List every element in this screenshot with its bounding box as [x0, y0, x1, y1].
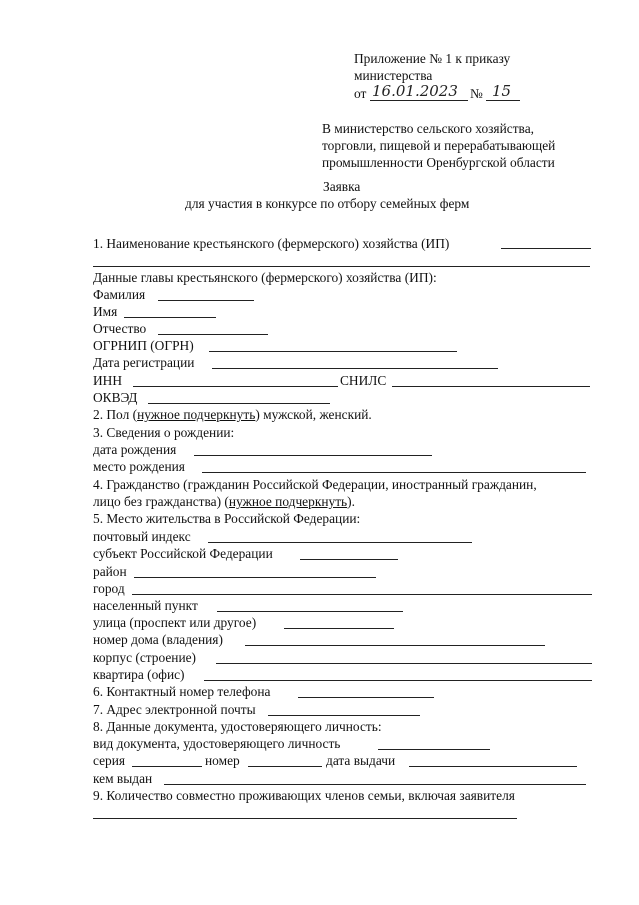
item-5-label: 5. Место жительства в Российской Федерации:: [93, 511, 361, 526]
document-subtitle: для участия в конкурсе по отбору семейных ферм: [185, 196, 470, 211]
inn-label: ИНН: [93, 373, 123, 388]
item-4-line-1: 4. Гражданство (гражданин Российской Федерации, иностранный гражданин,: [93, 477, 537, 492]
birth-place-line[interactable]: [202, 472, 586, 473]
street-label: улица (проспект или другое): [93, 615, 257, 630]
annex-date-handwritten: 16.01.2023: [372, 82, 458, 100]
okved-label: ОКВЭД: [93, 390, 138, 405]
building-line[interactable]: [216, 663, 592, 664]
city-line[interactable]: [132, 594, 592, 595]
addressee-line-1: В министерство сельского хозяйства,: [322, 121, 534, 136]
building-label: корпус (строение): [93, 650, 197, 665]
issue-date-label: дата выдачи: [326, 753, 396, 768]
name-label: Имя: [93, 304, 118, 319]
city-label: город: [93, 581, 125, 596]
item-2-text: 2. Пол (нужное подчеркнуть) мужской, женский.: [93, 407, 372, 422]
reg-date-line[interactable]: [212, 368, 498, 369]
email-line[interactable]: [268, 715, 420, 716]
inn-line[interactable]: [133, 386, 338, 387]
addressee-line-3: промышленности Оренбургской области: [322, 155, 555, 170]
postcode-line[interactable]: [208, 542, 472, 543]
issued-by-line[interactable]: [164, 784, 586, 785]
birth-date-label: дата рождения: [93, 442, 177, 457]
item-7-label: 7. Адрес электронной почты: [93, 702, 256, 717]
doc-type-line[interactable]: [378, 749, 490, 750]
item-8-label: 8. Данные документа, удостоверяющего личность:: [93, 719, 382, 734]
document-title: Заявка: [323, 179, 361, 194]
settlement-line[interactable]: [217, 611, 403, 612]
item-1-line-a[interactable]: [501, 248, 591, 249]
subject-label: субъект Российской Федерации: [93, 546, 273, 561]
house-line[interactable]: [245, 645, 545, 646]
issue-date-line[interactable]: [409, 766, 577, 767]
number-label: номер: [205, 753, 240, 768]
snils-line[interactable]: [392, 386, 590, 387]
issued-by-label: кем выдан: [93, 771, 153, 786]
item-1-label: 1. Наименование крестьянского (фермерского) хозяйства (ИП): [93, 236, 450, 251]
ogrnip-label: ОГРНИП (ОГРН): [93, 338, 194, 353]
okved-line[interactable]: [148, 403, 330, 404]
doc-type-label: вид документа, удостоверяющего личность: [93, 736, 341, 751]
annex-line-2: министерства: [354, 68, 433, 83]
apartment-label: квартира (офис): [93, 667, 185, 682]
house-label: номер дома (владения): [93, 632, 223, 647]
addressee-line-2: торговли, пищевой и перерабатывающей: [322, 138, 556, 153]
number-line[interactable]: [248, 766, 322, 767]
district-label: район: [93, 564, 127, 579]
item-4-line-2: лицо без гражданства) (нужное подчеркнуть).: [93, 494, 355, 509]
item-3-label: 3. Сведения о рождении:: [93, 425, 235, 440]
street-line[interactable]: [284, 628, 394, 629]
phone-line[interactable]: [298, 697, 434, 698]
patronymic-label: Отчество: [93, 321, 147, 336]
annex-no-line: [486, 100, 520, 101]
settlement-label: населенный пункт: [93, 598, 198, 613]
annex-date-line: [370, 100, 468, 101]
annex-from-label: от: [354, 86, 367, 101]
patronymic-line[interactable]: [158, 334, 268, 335]
ogrnip-line[interactable]: [209, 351, 457, 352]
head-data-label: Данные главы крестьянского (фермерского) хозяйства (ИП):: [93, 270, 437, 285]
item-9-line[interactable]: [93, 818, 517, 819]
reg-date-label: Дата регистрации: [93, 355, 195, 370]
item-6-label: 6. Контактный номер телефона: [93, 684, 271, 699]
annex-no-handwritten: 15: [492, 82, 512, 100]
district-line[interactable]: [134, 577, 376, 578]
item-9-label: 9. Количество совместно проживающих членов семьи, включая заявителя: [93, 788, 515, 803]
annex-no-label: №: [470, 86, 483, 101]
subject-line[interactable]: [300, 559, 398, 560]
surname-label: Фамилия: [93, 287, 146, 302]
item-1-line-b[interactable]: [93, 266, 590, 267]
snils-label: СНИЛС: [340, 373, 387, 388]
postcode-label: почтовый индекс: [93, 529, 191, 544]
surname-line[interactable]: [158, 300, 254, 301]
annex-line-1: Приложение № 1 к приказу: [354, 51, 511, 66]
birth-date-line[interactable]: [194, 455, 432, 456]
birth-place-label: место рождения: [93, 459, 185, 474]
name-line[interactable]: [124, 317, 216, 318]
series-line[interactable]: [132, 766, 202, 767]
apartment-line[interactable]: [204, 680, 592, 681]
series-label: серия: [93, 753, 126, 768]
